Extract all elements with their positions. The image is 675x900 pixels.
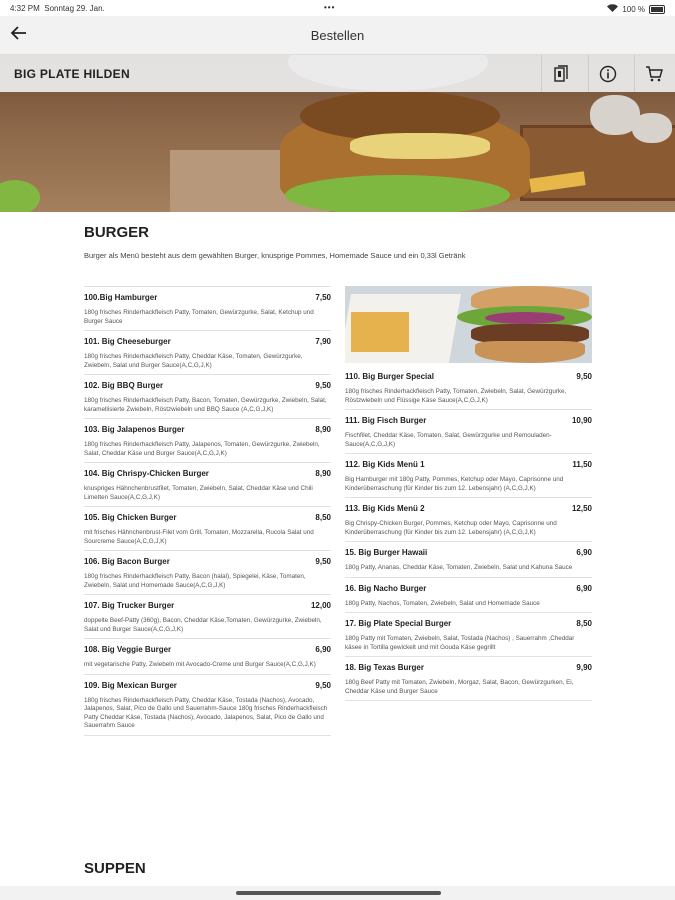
- item-description: 180g frisches Rinderhackfleisch Patty, Bacon (halal), Spiegelei, Käse, Tomaten, Zwiebeln, Salat und Homemade Sauce(A,C,G,J,K): [84, 573, 306, 589]
- status-right: [607, 4, 665, 14]
- menu-item[interactable]: [345, 577, 592, 613]
- menu-item[interactable]: [345, 541, 592, 577]
- menu-item[interactable]: [345, 656, 592, 700]
- item-name: 108. Big Veggie Burger: [84, 645, 172, 654]
- restaurant-name: BIG PLATE HILDEN: [14, 67, 130, 81]
- top-navigation: [0, 16, 675, 55]
- item-description: knuspriges Hähnchenbrustfilet, Tomaten, Zwiebeln, Salat, Cheddar Käse und Chili Limetten Sauce(A,C,G,J,K): [84, 485, 313, 501]
- item-description: 180g frisches Rinderhackfleisch Patty, Cheddar Käse, Tomaten, Gewürzgurke, Zwiebeln, Salat und Burger Sauce(A,C,G,J,K): [84, 353, 303, 369]
- item-price: 9,50: [315, 680, 331, 690]
- menu-item[interactable]: [84, 462, 331, 506]
- menu-book-icon[interactable]: [541, 55, 580, 92]
- item-price: 8,50: [576, 619, 592, 628]
- burger-promo-image: [345, 286, 592, 363]
- item-description: mit vegetarische Patty, Zwiebeln mit Avocado-Creme und Burger Sauce(A,C,G,J,K): [84, 661, 316, 668]
- wifi-icon: [607, 4, 618, 14]
- item-description: mit frisches Hähnchenbrust-Filet vom Grill, Tomaten, Mozzarella, Rucola Salat und Sourcreme Sauce(A,C,G,J,K): [84, 529, 314, 545]
- item-description: 180g frisches Rinderhackfleisch Patty, Tomaten, Gewürzgurke, Salat, Ketchup und Burger Sauce: [84, 309, 314, 325]
- status-bar: [0, 0, 675, 16]
- home-indicator[interactable]: [236, 891, 441, 895]
- page-title: Bestellen: [310, 28, 365, 43]
- item-description: 180g frisches Rinderhackfleisch Patty, Tomaten, Zwiebeln, Salat, Gewürzgurke, Röstzwiebeln und Flüssige Käse Sauce(A,C,G,J,K): [345, 388, 567, 404]
- item-price: 9,50: [576, 372, 592, 381]
- item-name: 100.Big Hamburger: [84, 293, 158, 302]
- item-name: 113. Big Kids Menü 2: [345, 504, 425, 513]
- item-description: doppelte Beef-Patty (360g), Bacon, Cheddar Käse,Tomaten, Gewürzgurke, Zwiebeln, Salat und Burger Sauce(A,C,G,J,K): [84, 617, 322, 633]
- item-name: 104. Big Chrispy-Chicken Burger: [84, 469, 209, 478]
- item-price: 6,90: [576, 548, 592, 557]
- item-name: 112. Big Kids Menü 1: [345, 460, 425, 469]
- item-price: 12,50: [571, 504, 592, 513]
- item-name: 18. Big Texas Burger: [345, 663, 424, 672]
- item-name: 103. Big Jalapenos Burger: [84, 425, 185, 434]
- menu-item[interactable]: [345, 366, 592, 409]
- item-name: 16. Big Nacho Burger: [345, 583, 427, 593]
- divider: [84, 735, 331, 736]
- item-description: 180g frisches Rinderhackfleisch Patty, Bacon, Tomaten, Gewürzgurke, Zwiebeln, Salat, karamellisierte Zwiebeln, Röstzwiebeln und BBQ Sauce (A,C,G,J,K): [84, 397, 327, 413]
- item-price: 8,90: [315, 469, 331, 478]
- multitask-dots[interactable]: •••: [324, 3, 336, 12]
- menu-item[interactable]: [84, 286, 331, 330]
- item-name: 106. Big Bacon Burger: [84, 557, 170, 566]
- item-description: Big Hamburger mit 180g Patty, Pommes, Ketchup oder Mayo, Caprisonne und Kinderüberraschung (für Kinder bis zum 12. Lebensjahr) (A,C,G,J,K): [345, 476, 564, 492]
- menu-column-right: [345, 366, 592, 701]
- item-description: 180g Beef Patty mit Tomaten, Zwiebeln, Morgaz, Salat, Bacon, Gewürzgurken, Ei, Cheddar Käse und Burger Sauce: [345, 679, 574, 695]
- item-price: 6,90: [576, 583, 592, 593]
- menu-item[interactable]: [345, 612, 592, 656]
- menu-item[interactable]: [345, 409, 592, 453]
- item-price: 10,90: [571, 416, 592, 425]
- section-title-burger: BURGER: [84, 224, 150, 241]
- item-description: 180g Patty, Ananas, Cheddar Käse, Tomaten, Zwiebeln, Salat und Kahuna Sauce: [345, 564, 573, 571]
- home-indicator-bar: [0, 886, 675, 900]
- item-name: 17. Big Plate Special Burger: [345, 619, 452, 628]
- menu-item[interactable]: [345, 453, 592, 497]
- menu-item[interactable]: [84, 330, 331, 374]
- item-name: 105. Big Chicken Burger: [84, 513, 177, 522]
- menu-column-left: [84, 286, 331, 736]
- menu-item[interactable]: [84, 594, 331, 638]
- status-time-date: 4:32 PM Sonntag 29. Jan.: [10, 4, 105, 13]
- section-title-suppen: SUPPEN: [84, 860, 146, 877]
- menu-item[interactable]: [84, 374, 331, 418]
- item-price: 9,50: [315, 381, 331, 390]
- item-description: Big Chrispy-Chicken Burger, Pommes, Ketchup oder Mayo, Caprisonne und Kinderüberraschung (für Kinder bis zum 12. Lebensjahr) (A,C,G,J,K): [345, 520, 557, 536]
- divider: [345, 700, 592, 701]
- item-price: 7,90: [315, 337, 331, 346]
- battery-icon: [649, 5, 665, 14]
- item-name: 111. Big Fisch Burger: [345, 416, 427, 425]
- item-price: 9,90: [576, 663, 592, 672]
- menu-item[interactable]: [84, 550, 331, 594]
- menu-item[interactable]: [84, 418, 331, 462]
- item-price: 7,50: [315, 293, 331, 302]
- item-name: 101. Big Cheeseburger: [84, 337, 171, 346]
- item-name: 102. Big BBQ Burger: [84, 381, 164, 390]
- item-description: Fischfilet, Cheddar Käse, Tomaten, Salat, Gewürzgurke und Remouladen-Sauce(A,C,G,J,K): [345, 432, 552, 448]
- menu-item[interactable]: [84, 638, 331, 674]
- item-price: 11,50: [572, 460, 592, 469]
- item-name: 107. Big Trucker Burger: [84, 601, 175, 610]
- info-icon[interactable]: [588, 55, 627, 92]
- item-description: 180g frisches Rinderhackfleisch Patty, Jalapenos, Tomaten, Gewürzgurke, Zwiebeln, Salat, Cheddar Käse und Burger Sauce(A,C,G,J,K): [84, 441, 320, 457]
- item-price: 6,90: [315, 645, 331, 654]
- battery-percent: 100 %: [622, 4, 645, 14]
- item-price: 8,90: [315, 425, 331, 434]
- item-description: 180g frisches Rinderhackfleisch Patty, Cheddar Käse, Tostada (Nachos), Avocado, Jalapenos, Salat, Pico de Gallo und Sauerrahm-Sauce 180g frisches Rinderhackfleisch Patty Cheddar Käse, Tostada (Nachos), Avocado, Jalapenos, Salat, Pico de Gallo und Sauerrahm Sauce: [84, 696, 328, 729]
- menu-item[interactable]: [84, 506, 331, 550]
- menu-item[interactable]: [345, 497, 592, 541]
- menu-item[interactable]: [84, 674, 331, 735]
- item-name: 15. Big Burger Hawaii: [345, 548, 428, 557]
- item-description: 180g Patty mit Tomaten, Zwiebeln, Salat, Tostada (Nachos) , Sauerrahm ,Cheddar käsee in Tortilla gewickelt und mit Gouda Käse gegrillt: [345, 635, 575, 651]
- item-price: 8,50: [315, 513, 331, 522]
- item-name: 110. Big Burger Special: [345, 372, 434, 381]
- item-description: 180g Patty, Nachos, Tomaten, Zwiebeln, Salat und Homemade Sauce: [345, 599, 540, 607]
- item-name: 109. Big Mexican Burger: [84, 680, 177, 690]
- restaurant-header: [0, 55, 675, 92]
- cart-icon[interactable]: [634, 55, 673, 92]
- item-price: 9,50: [315, 557, 331, 566]
- section-description: Burger als Menü besteht aus dem gewählten Burger, knusprige Pommes, Homemade Sauce und ein 0,33l Getränk: [84, 251, 466, 260]
- item-price: 12,00: [310, 601, 331, 610]
